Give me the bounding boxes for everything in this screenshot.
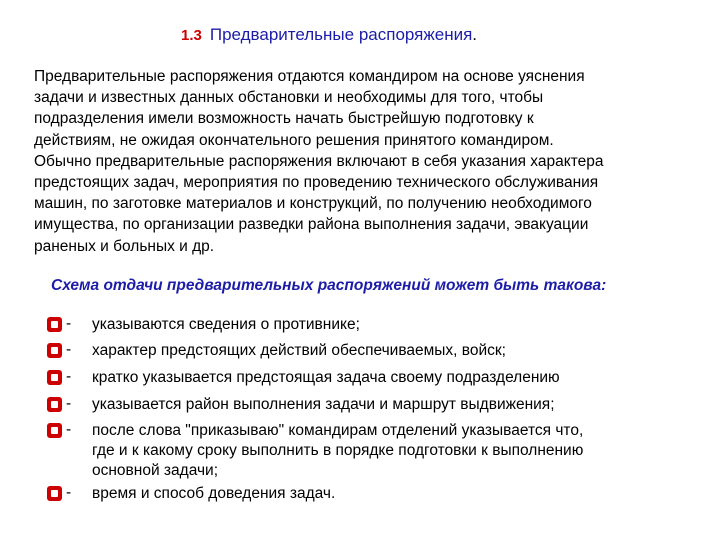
checkbox-bullet-icon [46, 342, 63, 359]
step-text: основной задачи; [92, 462, 219, 479]
intro-line: задачи и известных данных обстановки и необходимы для того, чтобы [34, 89, 544, 107]
step-marker [46, 485, 90, 503]
intro-line: машин, по заготовке материалов и конструкций, по получению необходимого [34, 195, 592, 213]
scheme-step [46, 395, 555, 415]
step-text: характер предстоящих действий обеспечиваемых, войск; [92, 342, 506, 359]
step-text: кратко указывается предстоящая задача своему подразделению [92, 369, 560, 386]
scheme-step [46, 368, 560, 388]
step-dash: - [66, 341, 72, 358]
intro-line: раненых и больных и др. [34, 237, 215, 255]
step-marker [46, 369, 90, 387]
step-text: после слова "приказываю" командирам отделений указывается что, [92, 422, 584, 439]
step-dash: - [66, 368, 72, 385]
scheme-heading: Схема отдачи предварительных распоряжений может быть такова: [51, 277, 607, 294]
intro-line: Предварительные распоряжения отдаются командиром на основе уяснения [34, 68, 585, 85]
step-text: где и к какому сроку выполнить в порядке подготовки к выполнению [92, 442, 584, 459]
step-dash: - [66, 395, 72, 412]
step-marker [46, 396, 90, 414]
checkbox-bullet-icon [46, 316, 63, 333]
step-marker [46, 342, 90, 360]
intro-line: действиям, не ожидая окончательного решения принятого командиром. [34, 131, 554, 149]
intro-line: Обычно предварительные распоряжения включают в себя указания характера [34, 152, 604, 170]
step-text: указывается район выполнения задачи и маршрут выдвижения; [92, 396, 555, 413]
checkbox-bullet-icon [46, 396, 63, 413]
scheme-step [46, 341, 506, 361]
intro-paragraph [34, 66, 706, 257]
step-marker [46, 316, 90, 334]
step-text: указываются сведения о противнике; [92, 316, 360, 333]
intro-line: имущества, по организации разведки района выполнения задачи, эвакуации [34, 216, 589, 234]
intro-line: предстоящих задач, мероприятия по проведению технического обслуживания [34, 174, 599, 192]
scheme-step [46, 421, 583, 481]
step-marker [46, 422, 90, 440]
title-period: . [472, 25, 478, 44]
step-dash: - [66, 421, 72, 438]
scheme-step [46, 315, 360, 335]
checkbox-bullet-icon [46, 369, 63, 386]
checkbox-bullet-icon [46, 422, 63, 439]
slide-title [181, 24, 477, 47]
scheme-step [46, 484, 335, 504]
step-dash: - [66, 315, 72, 332]
step-dash: - [66, 484, 72, 501]
section-title: Предварительные распоряжения [209, 25, 473, 44]
intro-line: подразделения имели возможность начать быстрейшую подготовку к [34, 110, 534, 128]
section-number: 1.3 [181, 27, 202, 44]
step-text: время и способ доведения задач. [92, 485, 336, 502]
checkbox-bullet-icon [46, 485, 63, 502]
